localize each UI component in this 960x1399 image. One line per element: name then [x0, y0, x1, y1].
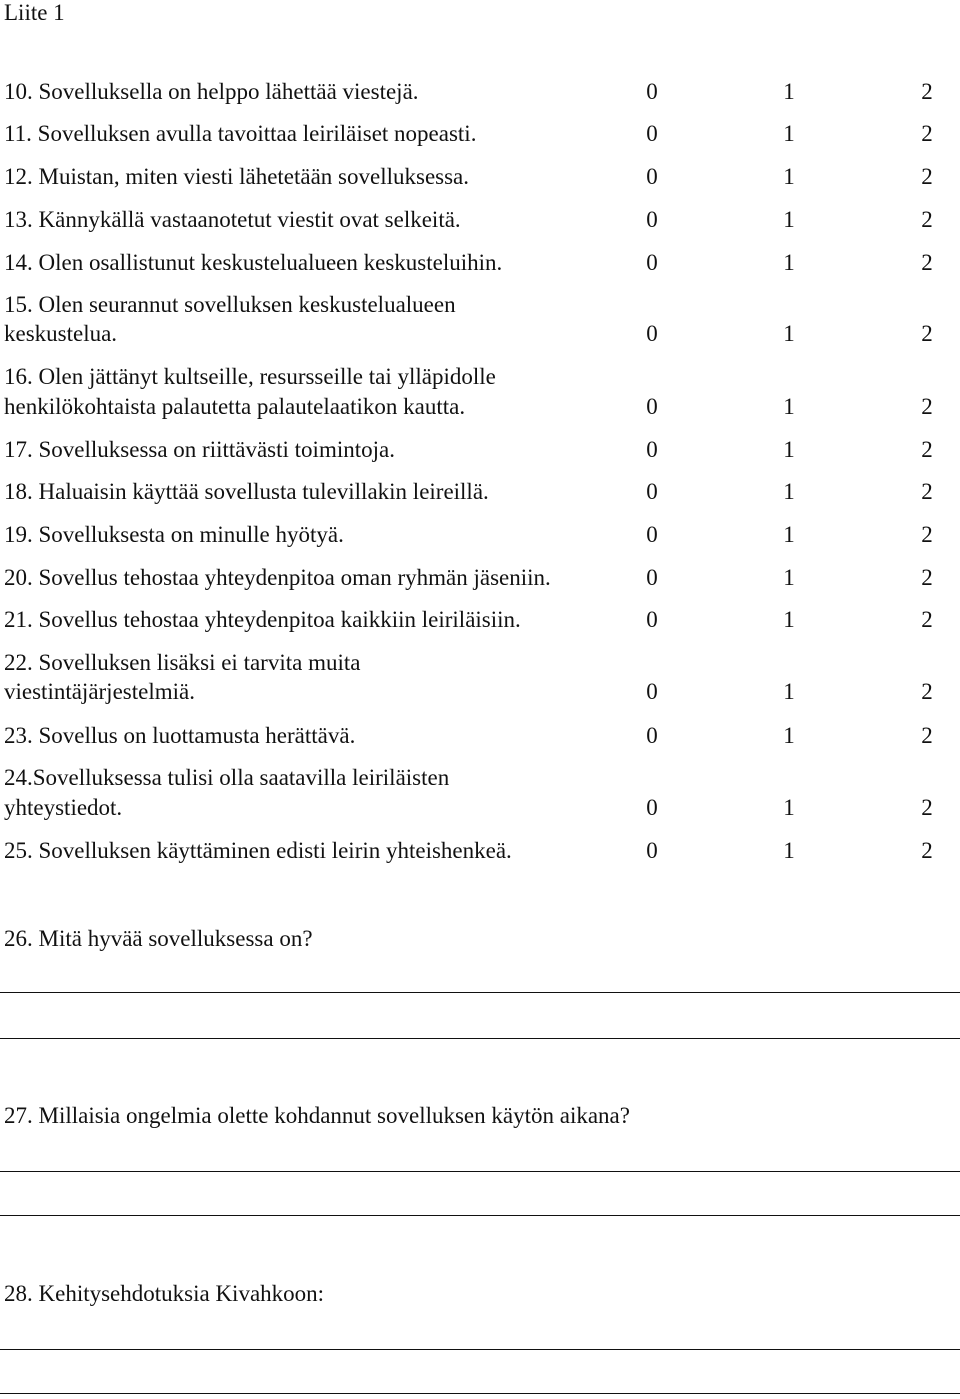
score-option-2[interactable]: 2: [921, 250, 933, 275]
score-option-2[interactable]: 2: [921, 121, 933, 146]
score-option-2[interactable]: 2: [921, 437, 933, 462]
question-text: 28. Kehitysehdotuksia Kivahkoon:: [4, 1281, 325, 1306]
score-option-2[interactable]: 2: [921, 679, 933, 704]
score-option-2[interactable]: 2: [921, 607, 933, 632]
score-option-1[interactable]: 1: [783, 838, 795, 863]
score-option-2[interactable]: 2: [921, 79, 933, 104]
question-text: 11. Sovelluksen avulla tavoittaa leiriläiset nopeasti.: [4, 121, 477, 146]
score-option-1[interactable]: 1: [783, 679, 795, 704]
score-option-0[interactable]: 0: [646, 522, 658, 547]
score-option-2[interactable]: 2: [921, 838, 933, 863]
question-text: 13. Kännykällä vastaanotetut viestit ovat selkeitä.: [4, 207, 461, 232]
question-text: 14. Olen osallistunut keskustelualueen keskusteluihin.: [4, 250, 503, 275]
score-option-2[interactable]: 2: [921, 321, 933, 346]
answer-line[interactable]: [0, 1349, 960, 1350]
score-option-2[interactable]: 2: [921, 723, 933, 748]
score-option-1[interactable]: 1: [783, 121, 795, 146]
score-option-0[interactable]: 0: [646, 607, 658, 632]
score-option-1[interactable]: 1: [783, 522, 795, 547]
question-text-line-2: yhteystiedot.: [4, 795, 123, 820]
question-text-line-1: 15. Olen seurannut sovelluksen keskustelualueen: [4, 292, 456, 317]
score-option-1[interactable]: 1: [783, 795, 795, 820]
score-option-1[interactable]: 1: [783, 607, 795, 632]
question-text: 26. Mitä hyvää sovelluksessa on?: [4, 926, 313, 951]
question-text-line-1: 24.Sovelluksessa tulisi olla saatavilla leiriläisten: [4, 765, 450, 790]
question-text: 19. Sovelluksesta on minulle hyötyä.: [4, 522, 344, 547]
score-option-0[interactable]: 0: [646, 394, 658, 419]
question-text: 10. Sovelluksella on helppo lähettää viestejä.: [4, 79, 419, 104]
score-option-0[interactable]: 0: [646, 207, 658, 232]
score-option-2[interactable]: 2: [921, 207, 933, 232]
score-option-1[interactable]: 1: [783, 164, 795, 189]
score-option-0[interactable]: 0: [646, 121, 658, 146]
score-option-0[interactable]: 0: [646, 321, 658, 346]
score-option-0[interactable]: 0: [646, 164, 658, 189]
score-option-1[interactable]: 1: [783, 207, 795, 232]
score-option-0[interactable]: 0: [646, 838, 658, 863]
score-option-1[interactable]: 1: [783, 321, 795, 346]
question-text: 21. Sovellus tehostaa yhteydenpitoa kaikkiin leiriläisiin.: [4, 607, 521, 632]
question-text: 17. Sovelluksessa on riittävästi toimintoja.: [4, 437, 395, 462]
score-option-1[interactable]: 1: [783, 394, 795, 419]
score-option-2[interactable]: 2: [921, 479, 933, 504]
score-option-2[interactable]: 2: [921, 522, 933, 547]
question-text: 27. Millaisia ongelmia olette kohdannut sovelluksen käytön aikana?: [4, 1103, 630, 1128]
score-option-2[interactable]: 2: [921, 795, 933, 820]
answer-line[interactable]: [0, 1393, 960, 1394]
score-option-0[interactable]: 0: [646, 437, 658, 462]
score-option-0[interactable]: 0: [646, 723, 658, 748]
question-text-line-2: keskustelua.: [4, 321, 118, 346]
question-text-line-2: henkilökohtaista palautetta palautelaatikon kautta.: [4, 394, 466, 419]
score-option-1[interactable]: 1: [783, 565, 795, 590]
score-option-2[interactable]: 2: [921, 394, 933, 419]
question-text-line-1: 16. Olen jättänyt kultseille, resursseille tai ylläpidolle: [4, 364, 496, 389]
question-text: 23. Sovellus on luottamusta herättävä.: [4, 723, 356, 748]
score-option-2[interactable]: 2: [921, 565, 933, 590]
answer-line[interactable]: [0, 1215, 960, 1216]
question-text: 25. Sovelluksen käyttäminen edisti leirin yhteishenkeä.: [4, 838, 512, 863]
score-option-0[interactable]: 0: [646, 795, 658, 820]
score-option-0[interactable]: 0: [646, 679, 658, 704]
answer-line[interactable]: [0, 1171, 960, 1172]
score-option-0[interactable]: 0: [646, 479, 658, 504]
score-option-0[interactable]: 0: [646, 565, 658, 590]
score-option-1[interactable]: 1: [783, 437, 795, 462]
question-text: 18. Haluaisin käyttää sovellusta tulevillakin leireillä.: [4, 479, 489, 504]
score-option-1[interactable]: 1: [783, 79, 795, 104]
score-option-2[interactable]: 2: [921, 164, 933, 189]
score-option-0[interactable]: 0: [646, 250, 658, 275]
question-text: 12. Muistan, miten viesti lähetetään sovelluksessa.: [4, 164, 470, 189]
answer-line[interactable]: [0, 1038, 960, 1039]
question-text: 20. Sovellus tehostaa yhteydenpitoa oman ryhmän jäseniin.: [4, 565, 551, 590]
question-text-line-2: viestintäjärjestelmiä.: [4, 679, 195, 704]
score-option-1[interactable]: 1: [783, 479, 795, 504]
answer-line[interactable]: [0, 992, 960, 993]
score-option-1[interactable]: 1: [783, 723, 795, 748]
score-option-0[interactable]: 0: [646, 79, 658, 104]
question-text-line-1: 22. Sovelluksen lisäksi ei tarvita muita: [4, 650, 361, 675]
score-option-1[interactable]: 1: [783, 250, 795, 275]
document-title: Liite 1: [4, 0, 65, 25]
